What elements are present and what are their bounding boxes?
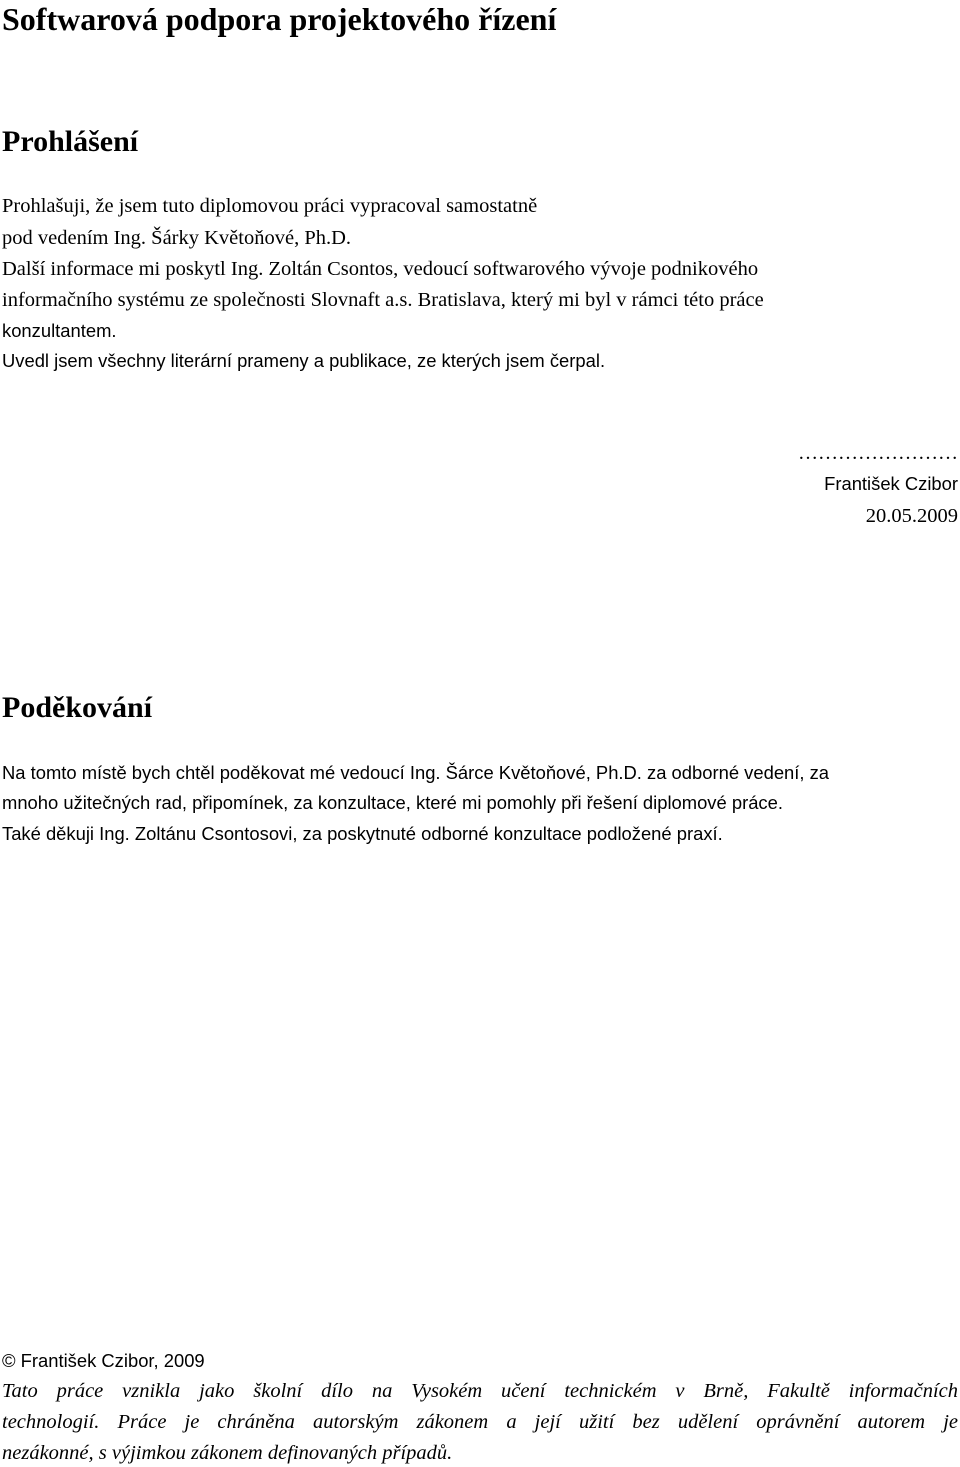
copyright-text-line: technologií. Práce je chráněna autorským zákonem a její užití bez udělení oprávnění autorem je — [2, 1411, 958, 1433]
copyright-text-line: Tato práce vznikla jako školní dílo na Vysokém učení technickém v Brně, Fakultě informačních — [2, 1380, 958, 1402]
copyright-text-line: nezákonné, s výjimkou zákonem definovaných případů. — [2, 1442, 453, 1464]
declaration-line: konzultantem. — [2, 320, 117, 341]
declaration-heading: Prohlášení — [2, 125, 139, 158]
acknowledgement-line: Také děkuji Ing. Zoltánu Csontosovi, za poskytnuté odborné konzultace podložené praxí. — [2, 823, 723, 844]
declaration-line: Další informace mi poskytl Ing. Zoltán Csontos, vedoucí softwarového vývoje podnikového — [2, 258, 759, 280]
acknowledgement-heading: Poděkování — [2, 691, 153, 724]
signature-date: 20.05.2009 — [865, 505, 958, 527]
document-title: Softwarová podpora projektového řízení — [2, 1, 557, 37]
declaration-line: pod vedením Ing. Šárky Květoňové, Ph.D. — [2, 227, 352, 249]
copyright-notice: © František Czibor, 2009 — [2, 1350, 205, 1371]
declaration-line: Prohlašuji, že jsem tuto diplomovou práci vypracoval samostatně — [2, 195, 538, 217]
declaration-line: Uvedl jsem všechny literární prameny a publikace, ze kterých jsem čerpal. — [2, 350, 606, 371]
signature-name: František Czibor — [824, 473, 958, 494]
acknowledgement-line: mnoho užitečných rad, připomínek, za konzultace, které mi pomohly při řešení diplomové práce. — [2, 792, 783, 813]
signature-line: …………………… — [798, 442, 958, 464]
acknowledgement-line: Na tomto místě bych chtěl poděkovat mé vedoucí Ing. Šárce Květoňové, Ph.D. za odborné vedení, za — [2, 762, 830, 783]
declaration-line: informačního systému ze společnosti Slovnaft a.s. Bratislava, který mi byl v rámci této práce — [2, 289, 764, 311]
